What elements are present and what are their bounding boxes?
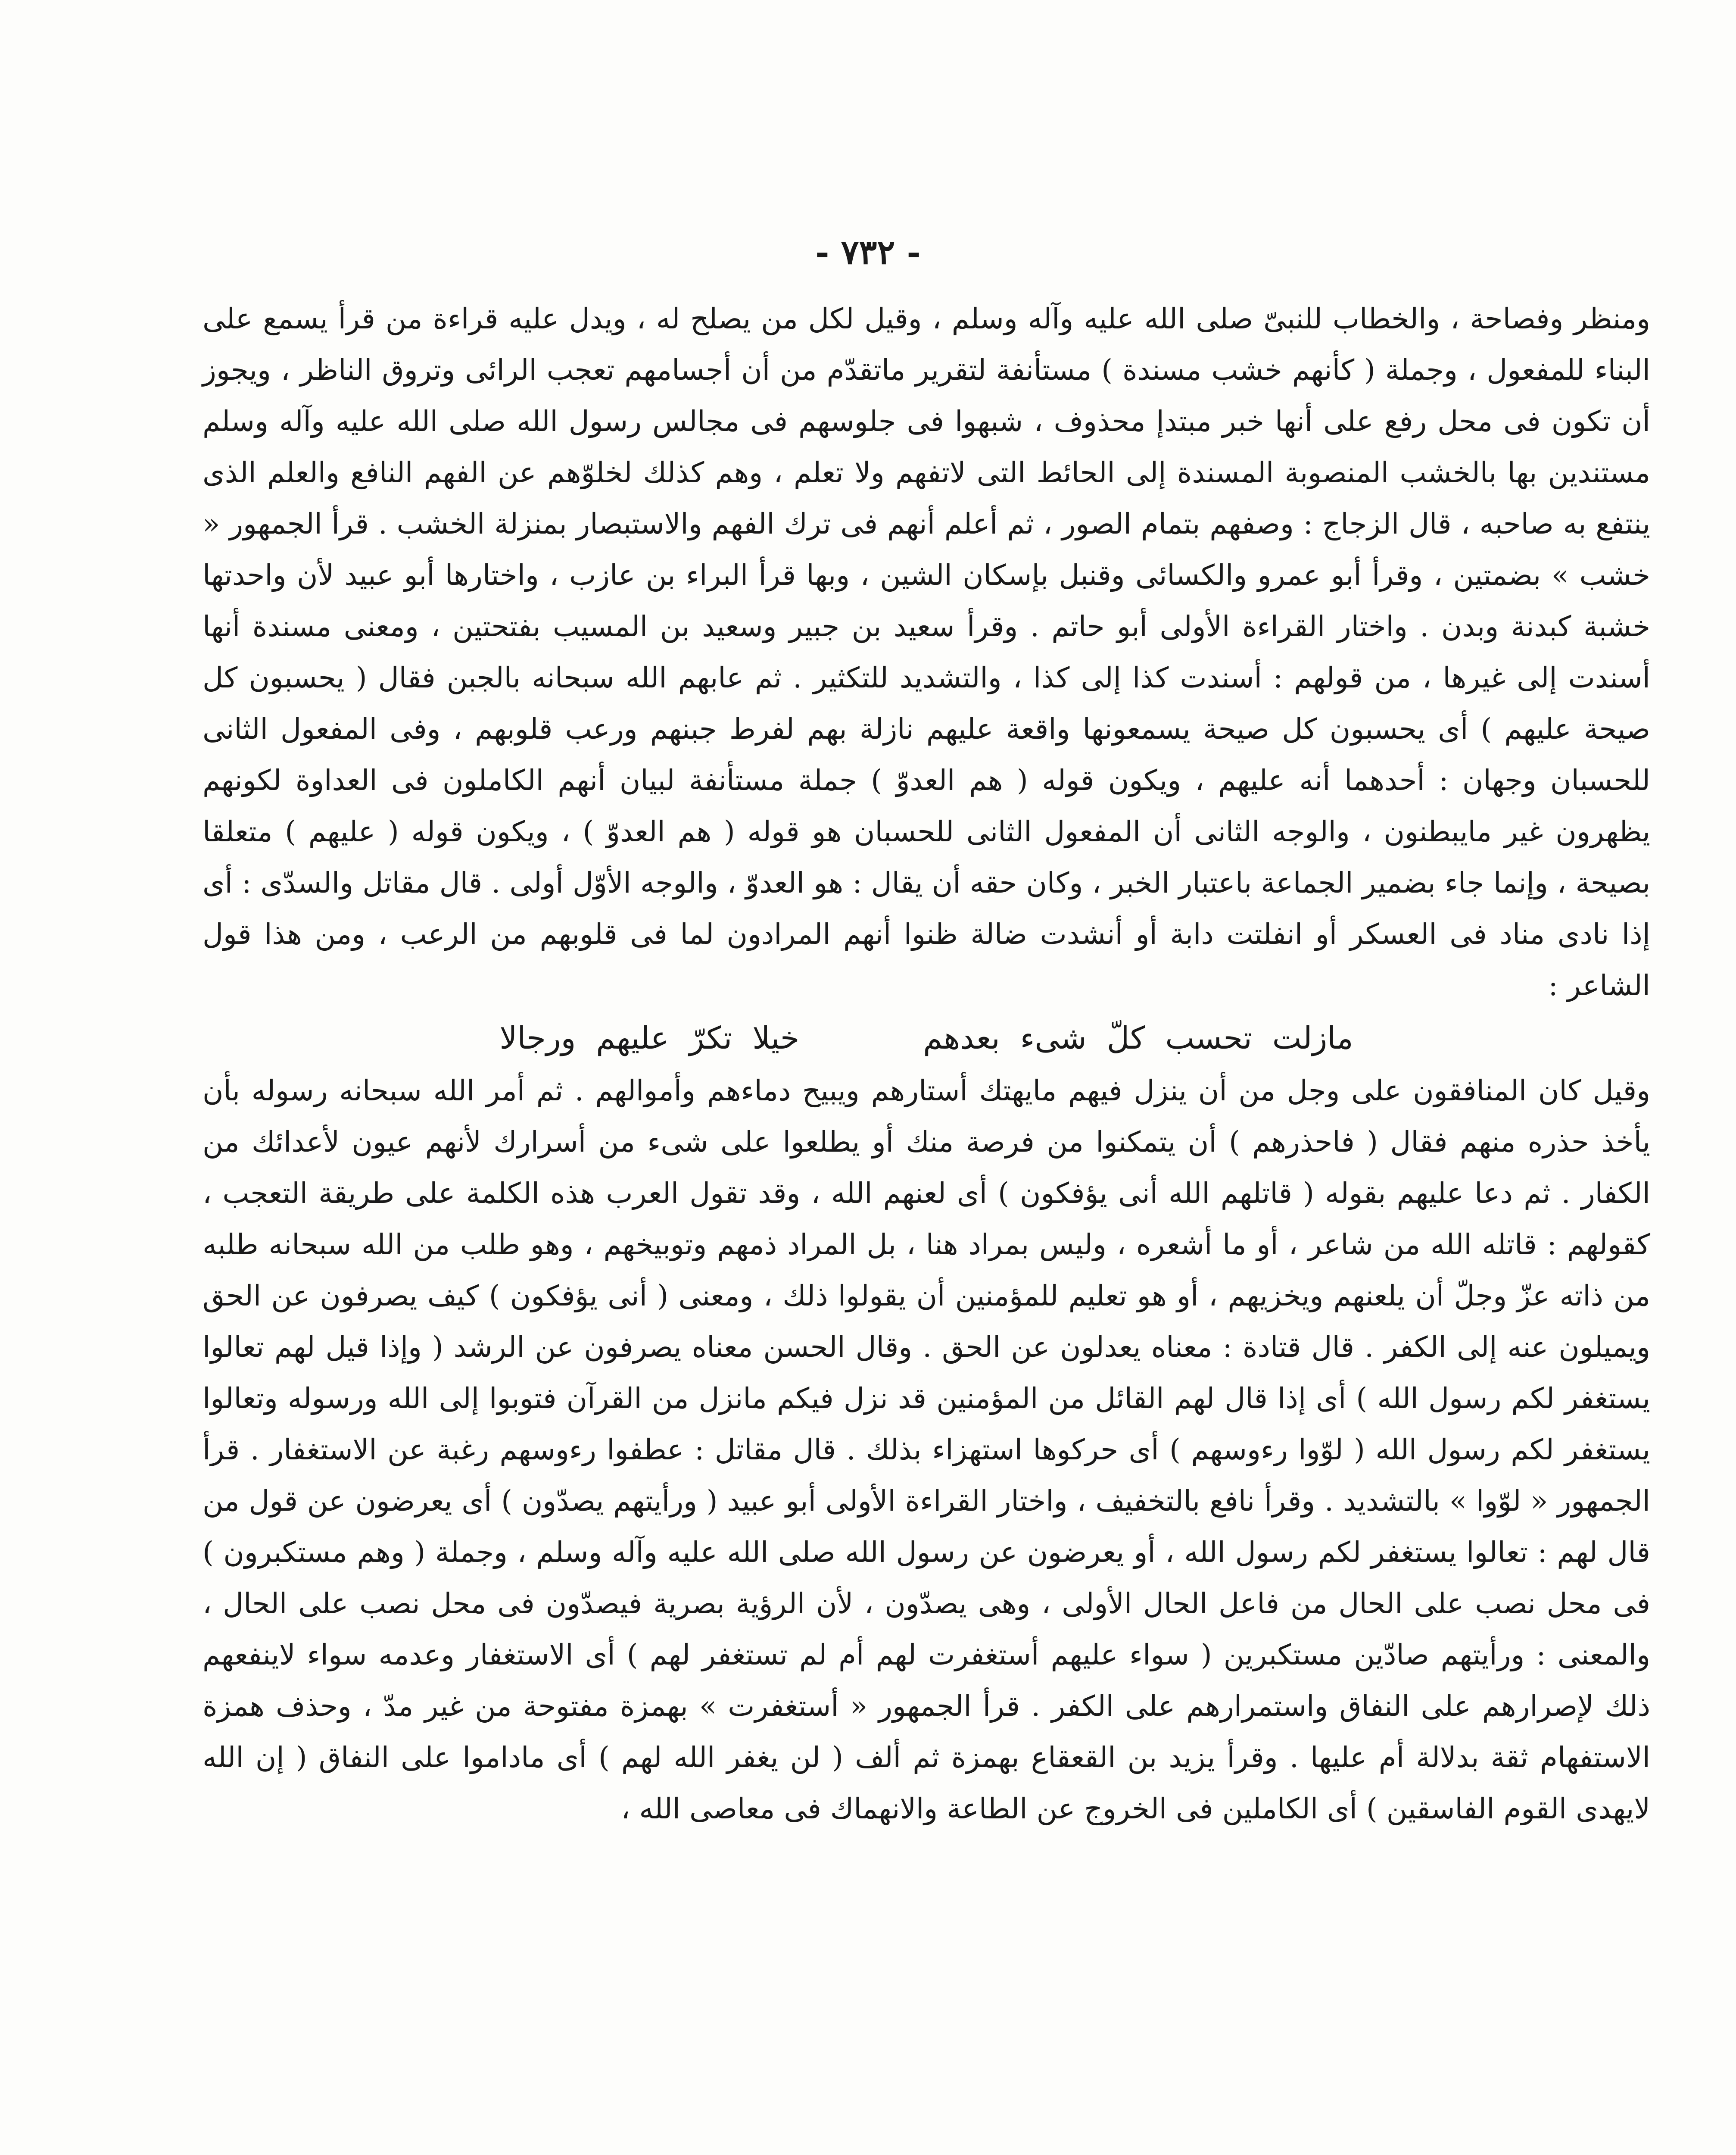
poetry-verse	[203, 1011, 1650, 1065]
commentary-text	[203, 293, 1650, 1834]
paragraph-first: ومنظر وفصاحة ، والخطاب للنبىّ صلى الله عليه وآله وسلم ، وقيل لكل من يصلح له ، ويدل عليه قراءة من قرأ يسمع على البناء للمفعول ، وجملة ( كأنهم خشب مسندة ) مستأنفة لتقرير ماتقدّم من أن أجسامهم تعجب الرائى وتروق الناظر ، ويجوز أن تكون فى محل رفع على أنها خبر مبتدإ محذوف ، شبهوا فى جلوسهم فى مجالس رسول الله صلى الله عليه وآله وسلم مستندين بها بالخشب المنصوبة المسندة إلى الحائط التى لاتفهم ولا تعلم ، وهم كذلك لخلوّهم عن الفهم النافع والعلم الذى ينتفع به صاحبه ، قال الزجاج : وصفهم بتمام الصور ، ثم أعلم أنهم فى ترك الفهم والاستبصار بمنزلة الخشب . قرأ الجمهور « خشب » بضمتين ، وقرأ أبو عمرو والكسائى وقنبل بإسكان الشين ، وبها قرأ البراء بن عازب ، واختارها أبو عبيد لأن واحدتها خشبة كبدنة وبدن . واختار القراءة الأولى أبو حاتم . وقرأ سعيد بن جبير وسعيد بن المسيب بفتحتين ، ومعنى مسندة أنها أسندت إلى غيرها ، من قولهم : أسندت كذا إلى كذا ، والتشديد للتكثير . ثم عابهم الله سبحانه بالجبن فقال ( يحسبون كل صيحة عليهم ) أى يحسبون كل صيحة يسمعونها واقعة عليهم نازلة بهم لفرط جبنهم ورعب قلوبهم ، وفى المفعول الثانى للحسبان وجهان : أحدهما أنه عليهم ، ويكون قوله ( هم العدوّ ) جملة مستأنفة لبيان أنهم الكاملون فى العداوة لكونهم يظهرون غير مايبطنون ، والوجه الثانى أن المفعول الثانى للحسبان هو قوله ( هم العدوّ ) ، ويكون قوله ( عليهم ) متعلقا بصيحة ، وإنما جاء بضمير الجماعة باعتبار الخبر ، وكان حقه أن يقال : هو العدوّ ، والوجه الأوّل أولى . قال مقاتل والسدّى : أى إذا نادى مناد فى العسكر أو انفلتت دابة أو أنشدت ضالة ظنوا أنهم المرادون لما فى قلوبهم من الرعب ، ومن هذا قول الشاعر :	[203, 302, 1650, 1002]
paragraph-second: وقيل كان المنافقون على وجل من أن ينزل فيهم مايهتك أستارهم ويبيح دماءهم وأموالهم . ثم أمر الله سبحانه رسوله بأن يأخذ حذره منهم فقال ( فاحذرهم ) أن يتمكنوا من فرصة منك أو يطلعوا على شىء من أسرارك لأنهم عيون لأعدائك من الكفار . ثم دعا عليهم بقوله ( قاتلهم الله أنى يؤفكون ) أى لعنهم الله ، وقد تقول العرب هذه الكلمة على طريقة التعجب ، كقولهم : قاتله الله من شاعر ، أو ما أشعره ، وليس بمراد هنا ، بل المراد ذمهم وتوبيخهم ، وهو طلب من الله سبحانه طلبه من ذاته عزّ وجلّ أن يلعنهم ويخزيهم ، أو هو تعليم للمؤمنين أن يقولوا ذلك ، ومعنى ( أنى يؤفكون ) كيف يصرفون عن الحق ويميلون عنه إلى الكفر . قال قتادة : معناه يعدلون عن الحق . وقال الحسن معناه يصرفون عن الرشد ( وإذا قيل لهم تعالوا يستغفر لكم رسول الله ) أى إذا قال لهم القائل من المؤمنين قد نزل فيكم مانزل من القرآن فتوبوا إلى الله ورسوله وتعالوا يستغفر لكم رسول الله ( لوّوا رءوسهم ) أى حركوها استهزاء بذلك . قال مقاتل : عطفوا رءوسهم رغبة عن الاستغفار . قرأ الجمهور « لوّوا » بالتشديد . وقرأ نافع بالتخفيف ، واختار القراءة الأولى أبو عبيد ( ورأيتهم يصدّون ) أى يعرضون عن قول من قال لهم : تعالوا يستغفر لكم رسول الله ، أو يعرضون عن رسول الله صلى الله عليه وآله وسلم ، وجملة ( وهم مستكبرون ) فى محل نصب على الحال من فاعل الحال الأولى ، وهى يصدّون ، لأن الرؤية بصرية فيصدّون فى محل نصب على الحال ، والمعنى : ورأيتهم صادّين مستكبرين ( سواء عليهم أستغفرت لهم أم لم تستغفر لهم ) أى الاستغفار وعدمه سواء لاينفعهم ذلك لإصرارهم على النفاق واستمرارهم على الكفر . قرأ الجمهور « أستغفرت » بهمزة مفتوحة من غير مدّ ، وحذف همزة الاستفهام ثقة بدلالة أم عليها . وقرأ يزيد بن القعقاع بهمزة ثم ألف ( لن يغفر الله لهم ) أى ماداموا على النفاق ( إن الله لايهدى القوم الفاسقين ) أى الكاملين فى الخروج عن الطاعة والانهماك فى معاصى الله ،	[203, 1074, 1651, 1825]
verse-first-hemistich: مازلت تحسب كلّ شىء بعدهم	[923, 1020, 1353, 1056]
page-number: - ٧٣٢ -	[815, 233, 921, 272]
verse-second-hemistich: خيلا تكرّ عليهم ورجالا	[499, 1020, 800, 1056]
